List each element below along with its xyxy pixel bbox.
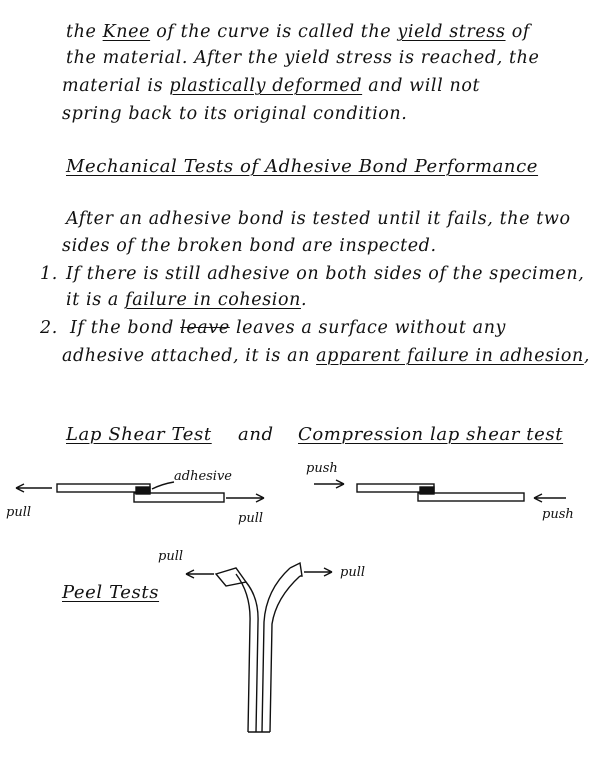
- push-top-label: push: [306, 461, 338, 476]
- item-2-text: If the bond: [70, 318, 181, 338]
- text-segment: of the curve is called the: [150, 22, 398, 42]
- comp-adhesive: [420, 487, 434, 494]
- text-segment: the material. After the yield stress is reached, the: [66, 48, 540, 68]
- peel-strip-right-outer: [270, 576, 300, 732]
- push-top-arrow: [314, 480, 344, 488]
- item-2-comma: ,: [583, 346, 590, 366]
- pull-left-arrow: [16, 484, 52, 492]
- peel-end-right: [290, 563, 302, 576]
- peel-diagram: [186, 563, 332, 732]
- text-segment: material is: [62, 76, 170, 96]
- item-1-line-1: If there is still adhesive on both sides of the specimen,: [66, 264, 585, 284]
- peel-strip-left-outer: [236, 574, 250, 732]
- push-bottom-arrow: [534, 494, 566, 502]
- peel-pull-right-arrow: [304, 568, 332, 576]
- list-number-1: 1.: [40, 264, 58, 284]
- underlined-term: yield stress: [397, 22, 506, 42]
- item-1-period: .: [300, 290, 308, 310]
- section-heading: Mechanical Tests of Adhesive Bond Performance: [66, 156, 539, 177]
- text-segment: the: [66, 22, 103, 42]
- struck-word: leave: [180, 318, 230, 338]
- peel-pull-left-label: pull: [158, 549, 184, 564]
- peel-end-left: [216, 568, 246, 586]
- lap-shear-diagram: [16, 482, 264, 502]
- paragraph-2-line-2: sides of the broken bond are inspected.: [62, 236, 437, 256]
- peel-pull-left-arrow: [186, 570, 214, 578]
- text-segment: spring back to its original condition.: [62, 104, 408, 124]
- item-2-text-rest: leaves a surface without any: [229, 318, 507, 338]
- list-number-2: 2.: [40, 318, 58, 338]
- pull-right-label: pull: [238, 511, 264, 526]
- failure-in-cohesion: failure in cohesion: [125, 290, 301, 310]
- lap-adhesive: [136, 487, 150, 494]
- item-1-text: it is a: [66, 290, 126, 310]
- item-2-text-2: adhesive attached, it is an: [62, 346, 317, 366]
- text-segment: and will not: [362, 76, 481, 96]
- paragraph-2-line-1: After an adhesive bond is tested until it fails, the two: [66, 209, 571, 229]
- underlined-term: plastically deformed: [169, 76, 363, 96]
- apparent-failure-in-adhesion: apparent failure in adhesion: [316, 346, 584, 366]
- compression-diagram: [314, 480, 566, 502]
- text-segment: of: [505, 22, 530, 42]
- lap-shear-heading: Lap Shear Test: [66, 424, 212, 445]
- peel-tests-heading: Peel Tests: [62, 582, 160, 603]
- adhesive-pointer: [152, 482, 174, 489]
- pull-right-arrow: [226, 494, 264, 502]
- compression-lap-shear-heading: Compression lap shear test: [298, 424, 564, 445]
- adhesive-label: adhesive: [174, 469, 233, 484]
- and-word: and: [238, 424, 274, 445]
- underlined-term: Knee: [102, 22, 151, 42]
- push-bottom-label: push: [542, 507, 574, 522]
- pull-left-label: pull: [6, 505, 32, 520]
- peel-pull-right-label: pull: [340, 565, 366, 580]
